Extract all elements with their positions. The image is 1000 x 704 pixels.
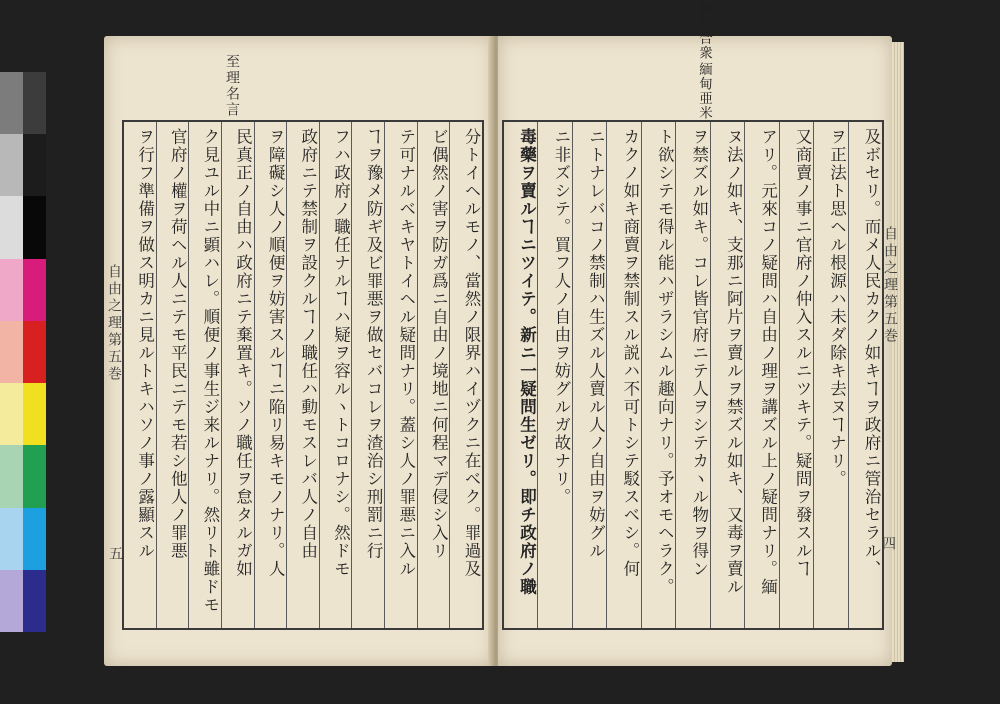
text-column: 政府ニテ禁制ヲ設クルヿノ職任ハ動モスレバ人ノ自由 (286, 122, 319, 628)
color-swatch (23, 570, 46, 632)
text-column: カクノ如キ商賣ヲ禁制スル説ハ不可トシテ駁スベシ。何 (606, 122, 640, 628)
color-swatch (23, 134, 46, 196)
color-swatch (0, 570, 23, 632)
color-swatch (23, 259, 46, 321)
text-column: 分トイヘルモノ、當然ノ限界ハイヅクニ在ベク。罪過及 (449, 122, 482, 628)
text-column: ヿヲ豫メ防ギ及ビ罪悪ヲ做セバコレヲ渣治シ刑罰ニ行 (351, 122, 384, 628)
color-swatch-row (0, 259, 46, 321)
color-swatch-row (0, 383, 46, 445)
head-note-line: 利加合衆 (696, 2, 712, 60)
color-swatch-row (0, 570, 46, 632)
text-column: ヲ禁ズル如キ。コレ皆官府ニテ人ヲシテカヽル物ヲ得ン (675, 122, 709, 628)
color-swatch (23, 445, 46, 507)
text-column: ヲ行フ準備ヲ做ス明カニ見ルトキハソノ事ノ露顯スル (135, 128, 155, 560)
text-column: 又商賣ノ事ニ官府ノ仲入スルニツキテ。疑問ヲ發スルヿ (779, 122, 813, 628)
text-frame (122, 120, 484, 630)
color-swatch (23, 196, 46, 258)
text-column: 及ボセリ。而メ人民カクノ如キヿヲ政府ニ管治セラル、 (848, 122, 882, 628)
color-swatch (23, 72, 46, 134)
head-note-line: 緬甸亜米 (696, 62, 712, 120)
page-number: 五 (107, 546, 123, 563)
text-column: ヲ正法ト思ヘル根源ハ未ダ除キ去ヌヿナリ。 (813, 122, 847, 628)
color-swatch (0, 259, 23, 321)
head-notes (696, 2, 712, 120)
color-swatch (23, 383, 46, 445)
page-edges (892, 42, 904, 662)
right-page (498, 2, 898, 666)
color-swatch (0, 383, 23, 445)
page-number: 四 (880, 536, 896, 553)
text-frame (502, 120, 884, 630)
text-column: ニ非ズシテ。買フ人ノ自由ヲ妨グルガ故ナリ。 (537, 122, 571, 628)
text-column: 官府ノ權ヲ荷ヘル人ニテモ平民ニテモ若シ他人ノ罪悪 (156, 122, 189, 628)
text-column: 民真正ノ自由ハ政府ニテ棄置キ。ソノ職任ヲ怠タルガ如 (221, 122, 254, 628)
text-column: ヌ法ノ如キ、支那ニ阿片ヲ賣ルヲ禁ズル如キ、又毒ヲ賣ル (710, 122, 744, 628)
color-swatch-row (0, 196, 46, 258)
color-swatch-row (0, 321, 46, 383)
fore-edge-title: 自由之理第五巻 (106, 264, 122, 383)
text-column: ト欲シテモ得ル能ハザラシムル趣向ナリ。予オモヘラク。 (641, 122, 675, 628)
color-calibration-strip (0, 72, 46, 632)
color-swatch (0, 196, 23, 258)
color-swatch-row (0, 445, 46, 507)
text-column: ニトナレバコノ禁制ハ生ズル人賣ル人ノ自由ヲ妨グル (572, 122, 606, 628)
text-column: テ可ナルベキヤトイヘル疑問ナリ。蓋シ人ノ罪悪ニ入ル (384, 122, 417, 628)
fore-edge-title: 自由之理第五巻 (882, 226, 898, 345)
color-swatch (0, 134, 23, 196)
color-swatch-row (0, 72, 46, 134)
color-swatch (0, 508, 23, 570)
color-swatch (23, 321, 46, 383)
open-book (104, 2, 898, 666)
text-column: ク見ユル中ニ顕ハレ。順便ノ事生ジ来ルナリ。然リト雖ドモ (188, 122, 221, 628)
text-column: フハ政府ノ職任ナルヿハ疑ヲ容ルヽトコロナシ。然ドモ (319, 122, 352, 628)
running-head: 至理名言 (224, 54, 240, 118)
color-swatch (0, 72, 23, 134)
color-swatch (23, 508, 46, 570)
text-column: ビ偶然ノ害ヲ防ガ爲ニ自由ノ境地ニ何程マデ侵シ入リ (417, 122, 450, 628)
left-page (104, 36, 494, 666)
color-swatch (0, 445, 23, 507)
text-column: アリ。元來コノ疑問ハ自由ノ理ヲ講ズル上ノ疑問ナリ。緬 (744, 122, 778, 628)
color-swatch (0, 321, 23, 383)
text-column: 毒藥ヲ賣ルヿニツイテ。新ニ一疑問生ゼリ。即チ政府ノ職 (517, 128, 537, 596)
text-column: ヲ障礙シ人ノ順便ヲ妨害スルヿニ陥リ易キモノナリ。人 (254, 122, 287, 628)
color-swatch-row (0, 508, 46, 570)
color-swatch-row (0, 134, 46, 196)
